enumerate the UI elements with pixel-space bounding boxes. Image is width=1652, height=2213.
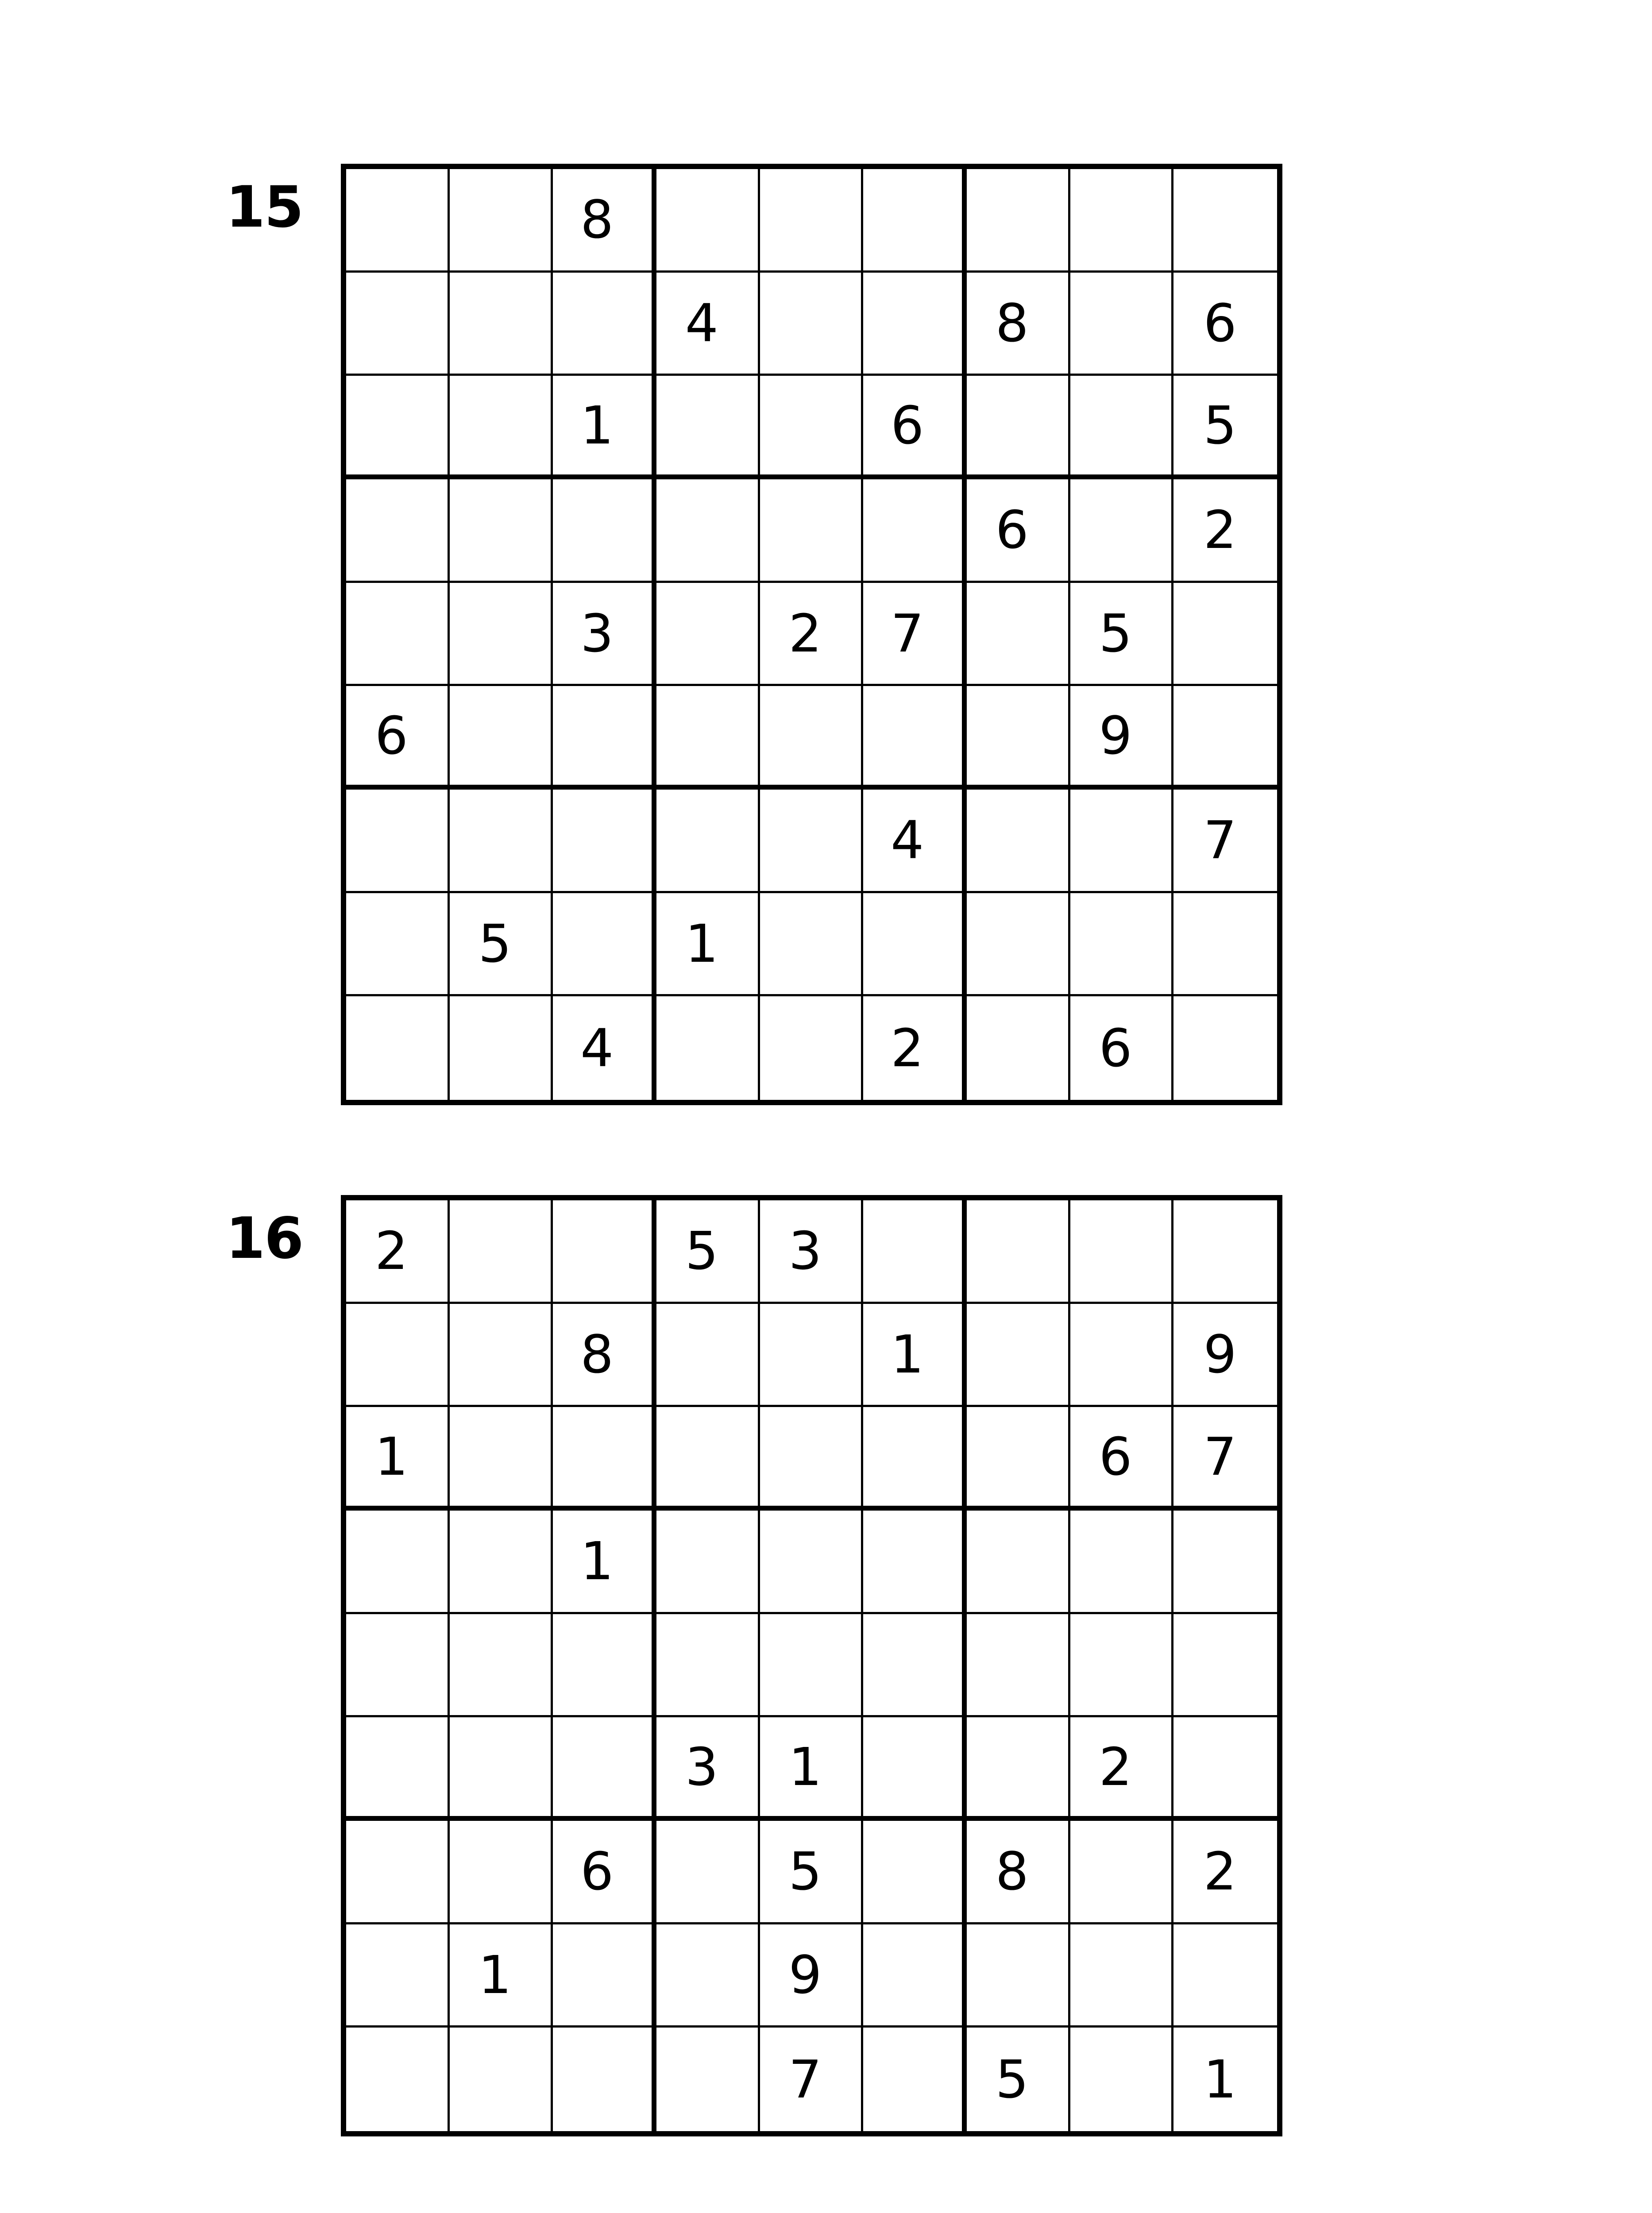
given-digit-cell: 5 [760, 1821, 864, 1924]
empty-cell[interactable] [967, 790, 1070, 893]
empty-cell[interactable] [967, 1304, 1070, 1407]
empty-cell[interactable] [1173, 1614, 1277, 1718]
empty-cell[interactable] [1070, 1511, 1174, 1614]
empty-cell[interactable] [863, 169, 967, 273]
empty-cell[interactable] [346, 376, 450, 479]
empty-cell[interactable] [760, 790, 864, 893]
given-digit-cell: 7 [863, 583, 967, 686]
given-digit-cell: 6 [1070, 996, 1174, 1100]
empty-cell[interactable] [760, 1614, 864, 1718]
given-digit-cell: 6 [1173, 273, 1277, 376]
empty-cell[interactable] [553, 1407, 656, 1511]
empty-cell[interactable] [450, 2028, 553, 2131]
empty-cell[interactable] [656, 686, 760, 790]
empty-cell[interactable] [1070, 2028, 1174, 2131]
empty-cell[interactable] [656, 479, 760, 583]
empty-cell[interactable] [656, 1511, 760, 1614]
empty-cell[interactable] [656, 1821, 760, 1924]
empty-cell[interactable] [346, 479, 450, 583]
given-digit-cell: 2 [346, 1200, 450, 1304]
given-digit-cell: 5 [967, 2028, 1070, 2131]
empty-cell[interactable] [760, 1304, 864, 1407]
given-digit-cell: 1 [863, 1304, 967, 1407]
empty-cell[interactable] [450, 1407, 553, 1511]
given-digit-cell: 1 [553, 1511, 656, 1614]
empty-cell[interactable] [1070, 169, 1174, 273]
empty-cell[interactable] [450, 1717, 553, 1821]
empty-cell[interactable] [1173, 1717, 1277, 1821]
empty-cell[interactable] [553, 686, 656, 790]
given-digit-cell: 1 [1203, 2049, 1237, 2110]
empty-cell[interactable] [656, 169, 760, 273]
empty-cell[interactable] [656, 1407, 760, 1511]
empty-cell[interactable] [450, 996, 553, 1100]
empty-cell[interactable] [346, 996, 450, 1100]
empty-cell[interactable] [1070, 790, 1174, 893]
empty-cell[interactable] [760, 893, 864, 997]
empty-cell[interactable] [967, 1614, 1070, 1718]
empty-cell[interactable] [967, 169, 1070, 273]
empty-cell[interactable] [553, 1717, 656, 1821]
empty-cell[interactable] [1070, 893, 1174, 997]
given-digit-cell: 5 [1173, 376, 1277, 479]
puzzle-number: 16 [226, 1206, 303, 1272]
empty-cell[interactable] [967, 1200, 1070, 1304]
empty-cell[interactable] [450, 1511, 553, 1614]
empty-cell[interactable] [346, 169, 450, 273]
empty-cell[interactable] [1070, 1200, 1174, 1304]
empty-cell[interactable] [1070, 1821, 1174, 1924]
given-digit-cell: 7 [760, 2028, 864, 2131]
empty-cell[interactable] [863, 1924, 967, 2028]
empty-cell[interactable] [450, 1304, 553, 1407]
empty-cell[interactable] [1173, 1924, 1277, 2028]
given-digit-cell: 2 [863, 996, 967, 1100]
empty-cell[interactable] [656, 376, 760, 479]
empty-cell[interactable] [346, 1924, 450, 2028]
given-digit-cell: 2 [760, 583, 864, 686]
given-digit-cell: 2 [1070, 1717, 1174, 1821]
empty-cell[interactable] [760, 479, 864, 583]
puzzle-number: 15 [226, 174, 303, 240]
given-digit-cell: 8 [967, 1821, 1070, 1924]
empty-cell[interactable] [967, 1511, 1070, 1614]
sudoku-grid [341, 164, 1282, 1105]
empty-cell[interactable] [450, 1614, 553, 1718]
empty-cell[interactable] [346, 893, 450, 997]
empty-cell[interactable] [656, 2028, 760, 2131]
empty-cell[interactable] [760, 1407, 864, 1511]
empty-cell[interactable] [1173, 1200, 1277, 1304]
empty-cell[interactable] [553, 1614, 656, 1718]
empty-cell[interactable] [346, 1717, 450, 1821]
given-digit-cell: 6 [863, 376, 967, 479]
empty-cell[interactable] [863, 1614, 967, 1718]
given-digit-cell: 7 [1173, 1407, 1277, 1511]
empty-cell[interactable] [760, 273, 864, 376]
empty-cell[interactable] [1070, 1614, 1174, 1718]
given-digit-cell: 5 [1070, 583, 1174, 686]
given-digit-cell: 3 [656, 1717, 760, 1821]
empty-cell[interactable] [967, 1717, 1070, 1821]
empty-cell[interactable] [656, 583, 760, 686]
empty-cell[interactable] [346, 273, 450, 376]
empty-cell[interactable] [1173, 686, 1277, 790]
empty-cell[interactable] [863, 1407, 967, 1511]
empty-cell[interactable] [967, 1924, 1070, 2028]
empty-cell[interactable] [553, 479, 656, 583]
given-digit-cell: 1 [760, 1717, 864, 1821]
empty-cell[interactable] [760, 686, 864, 790]
empty-cell[interactable] [450, 479, 553, 583]
empty-cell[interactable] [863, 2028, 967, 2131]
empty-cell[interactable] [967, 686, 1070, 790]
empty-cell[interactable] [346, 583, 450, 686]
empty-cell[interactable] [863, 1717, 967, 1821]
empty-cell[interactable] [1173, 893, 1277, 997]
empty-cell[interactable] [1070, 1924, 1174, 2028]
given-digit-cell: 9 [1070, 686, 1174, 790]
empty-cell[interactable] [863, 1821, 967, 1924]
empty-cell[interactable] [760, 1511, 864, 1614]
empty-cell[interactable] [656, 1924, 760, 2028]
given-digit-cell: 3 [553, 583, 656, 686]
given-digit-cell: 7 [1173, 790, 1277, 893]
given-digit-cell: 1 [553, 376, 656, 479]
given-digit-cell: 8 [553, 1304, 656, 1407]
given-digit-cell: 3 [760, 1200, 864, 1304]
empty-cell[interactable] [863, 479, 967, 583]
empty-cell[interactable] [760, 376, 864, 479]
given-digit-cell: 1 [450, 1924, 553, 2028]
empty-cell[interactable] [553, 1200, 656, 1304]
empty-cell[interactable] [760, 996, 864, 1100]
given-digit-cell: 5 [656, 1200, 760, 1304]
given-digit-cell: 1 [346, 1407, 450, 1511]
empty-cell[interactable] [863, 893, 967, 997]
empty-cell[interactable] [1070, 273, 1174, 376]
empty-cell[interactable] [863, 686, 967, 790]
empty-cell[interactable] [450, 273, 553, 376]
empty-cell[interactable] [967, 996, 1070, 1100]
empty-cell[interactable] [863, 1511, 967, 1614]
empty-cell[interactable] [1070, 479, 1174, 583]
empty-cell[interactable] [553, 1924, 656, 2028]
empty-cell[interactable] [450, 686, 553, 790]
empty-cell[interactable] [656, 996, 760, 1100]
given-digit-cell: 6 [553, 1821, 656, 1924]
empty-cell[interactable] [1070, 376, 1174, 479]
empty-cell[interactable] [450, 583, 553, 686]
empty-cell[interactable] [346, 1821, 450, 1924]
empty-cell[interactable] [450, 790, 553, 893]
given-digit-cell: 9 [1173, 1304, 1277, 1407]
given-digit-cell: 2 [1173, 1821, 1277, 1924]
given-digit-cell: 4 [656, 273, 760, 376]
empty-cell[interactable] [553, 2028, 656, 2131]
empty-cell[interactable] [1070, 1304, 1174, 1407]
empty-cell[interactable] [450, 1200, 553, 1304]
empty-cell[interactable] [553, 273, 656, 376]
empty-cell[interactable] [656, 1614, 760, 1718]
given-digit-cell: 4 [863, 790, 967, 893]
empty-cell[interactable] [346, 2028, 450, 2131]
empty-cell[interactable] [346, 1304, 450, 1407]
empty-cell[interactable] [967, 1407, 1070, 1511]
empty-cell[interactable] [967, 893, 1070, 997]
given-digit-cell: 2 [1173, 479, 1277, 583]
empty-cell[interactable] [1173, 583, 1277, 686]
empty-cell[interactable] [656, 790, 760, 893]
empty-cell[interactable] [760, 169, 864, 273]
empty-cell[interactable] [450, 376, 553, 479]
empty-cell[interactable] [450, 1821, 553, 1924]
empty-cell[interactable] [967, 583, 1070, 686]
empty-cell[interactable] [346, 790, 450, 893]
given-digit-cell: 6 [967, 479, 1070, 583]
empty-cell[interactable] [1173, 169, 1277, 273]
empty-cell[interactable] [1173, 996, 1277, 1100]
empty-cell[interactable] [1173, 1511, 1277, 1614]
given-digit-cell: 6 [346, 686, 450, 790]
empty-cell[interactable] [967, 376, 1070, 479]
empty-cell[interactable] [863, 273, 967, 376]
empty-cell[interactable] [553, 790, 656, 893]
given-digit-cell: 8 [553, 169, 656, 273]
given-digit-cell: 5 [450, 893, 553, 997]
empty-cell[interactable] [450, 169, 553, 273]
empty-cell[interactable] [553, 893, 656, 997]
sudoku-grid [341, 1195, 1282, 2136]
empty-cell[interactable] [863, 1200, 967, 1304]
empty-cell[interactable] [656, 1304, 760, 1407]
empty-cell[interactable] [346, 1614, 450, 1718]
given-digit-cell: 9 [760, 1924, 864, 2028]
given-digit-cell: 8 [967, 273, 1070, 376]
given-digit-cell: 6 [1070, 1407, 1174, 1511]
given-digit-cell: 4 [553, 996, 656, 1100]
empty-cell[interactable] [346, 1511, 450, 1614]
given-digit-cell: 1 [656, 893, 760, 997]
